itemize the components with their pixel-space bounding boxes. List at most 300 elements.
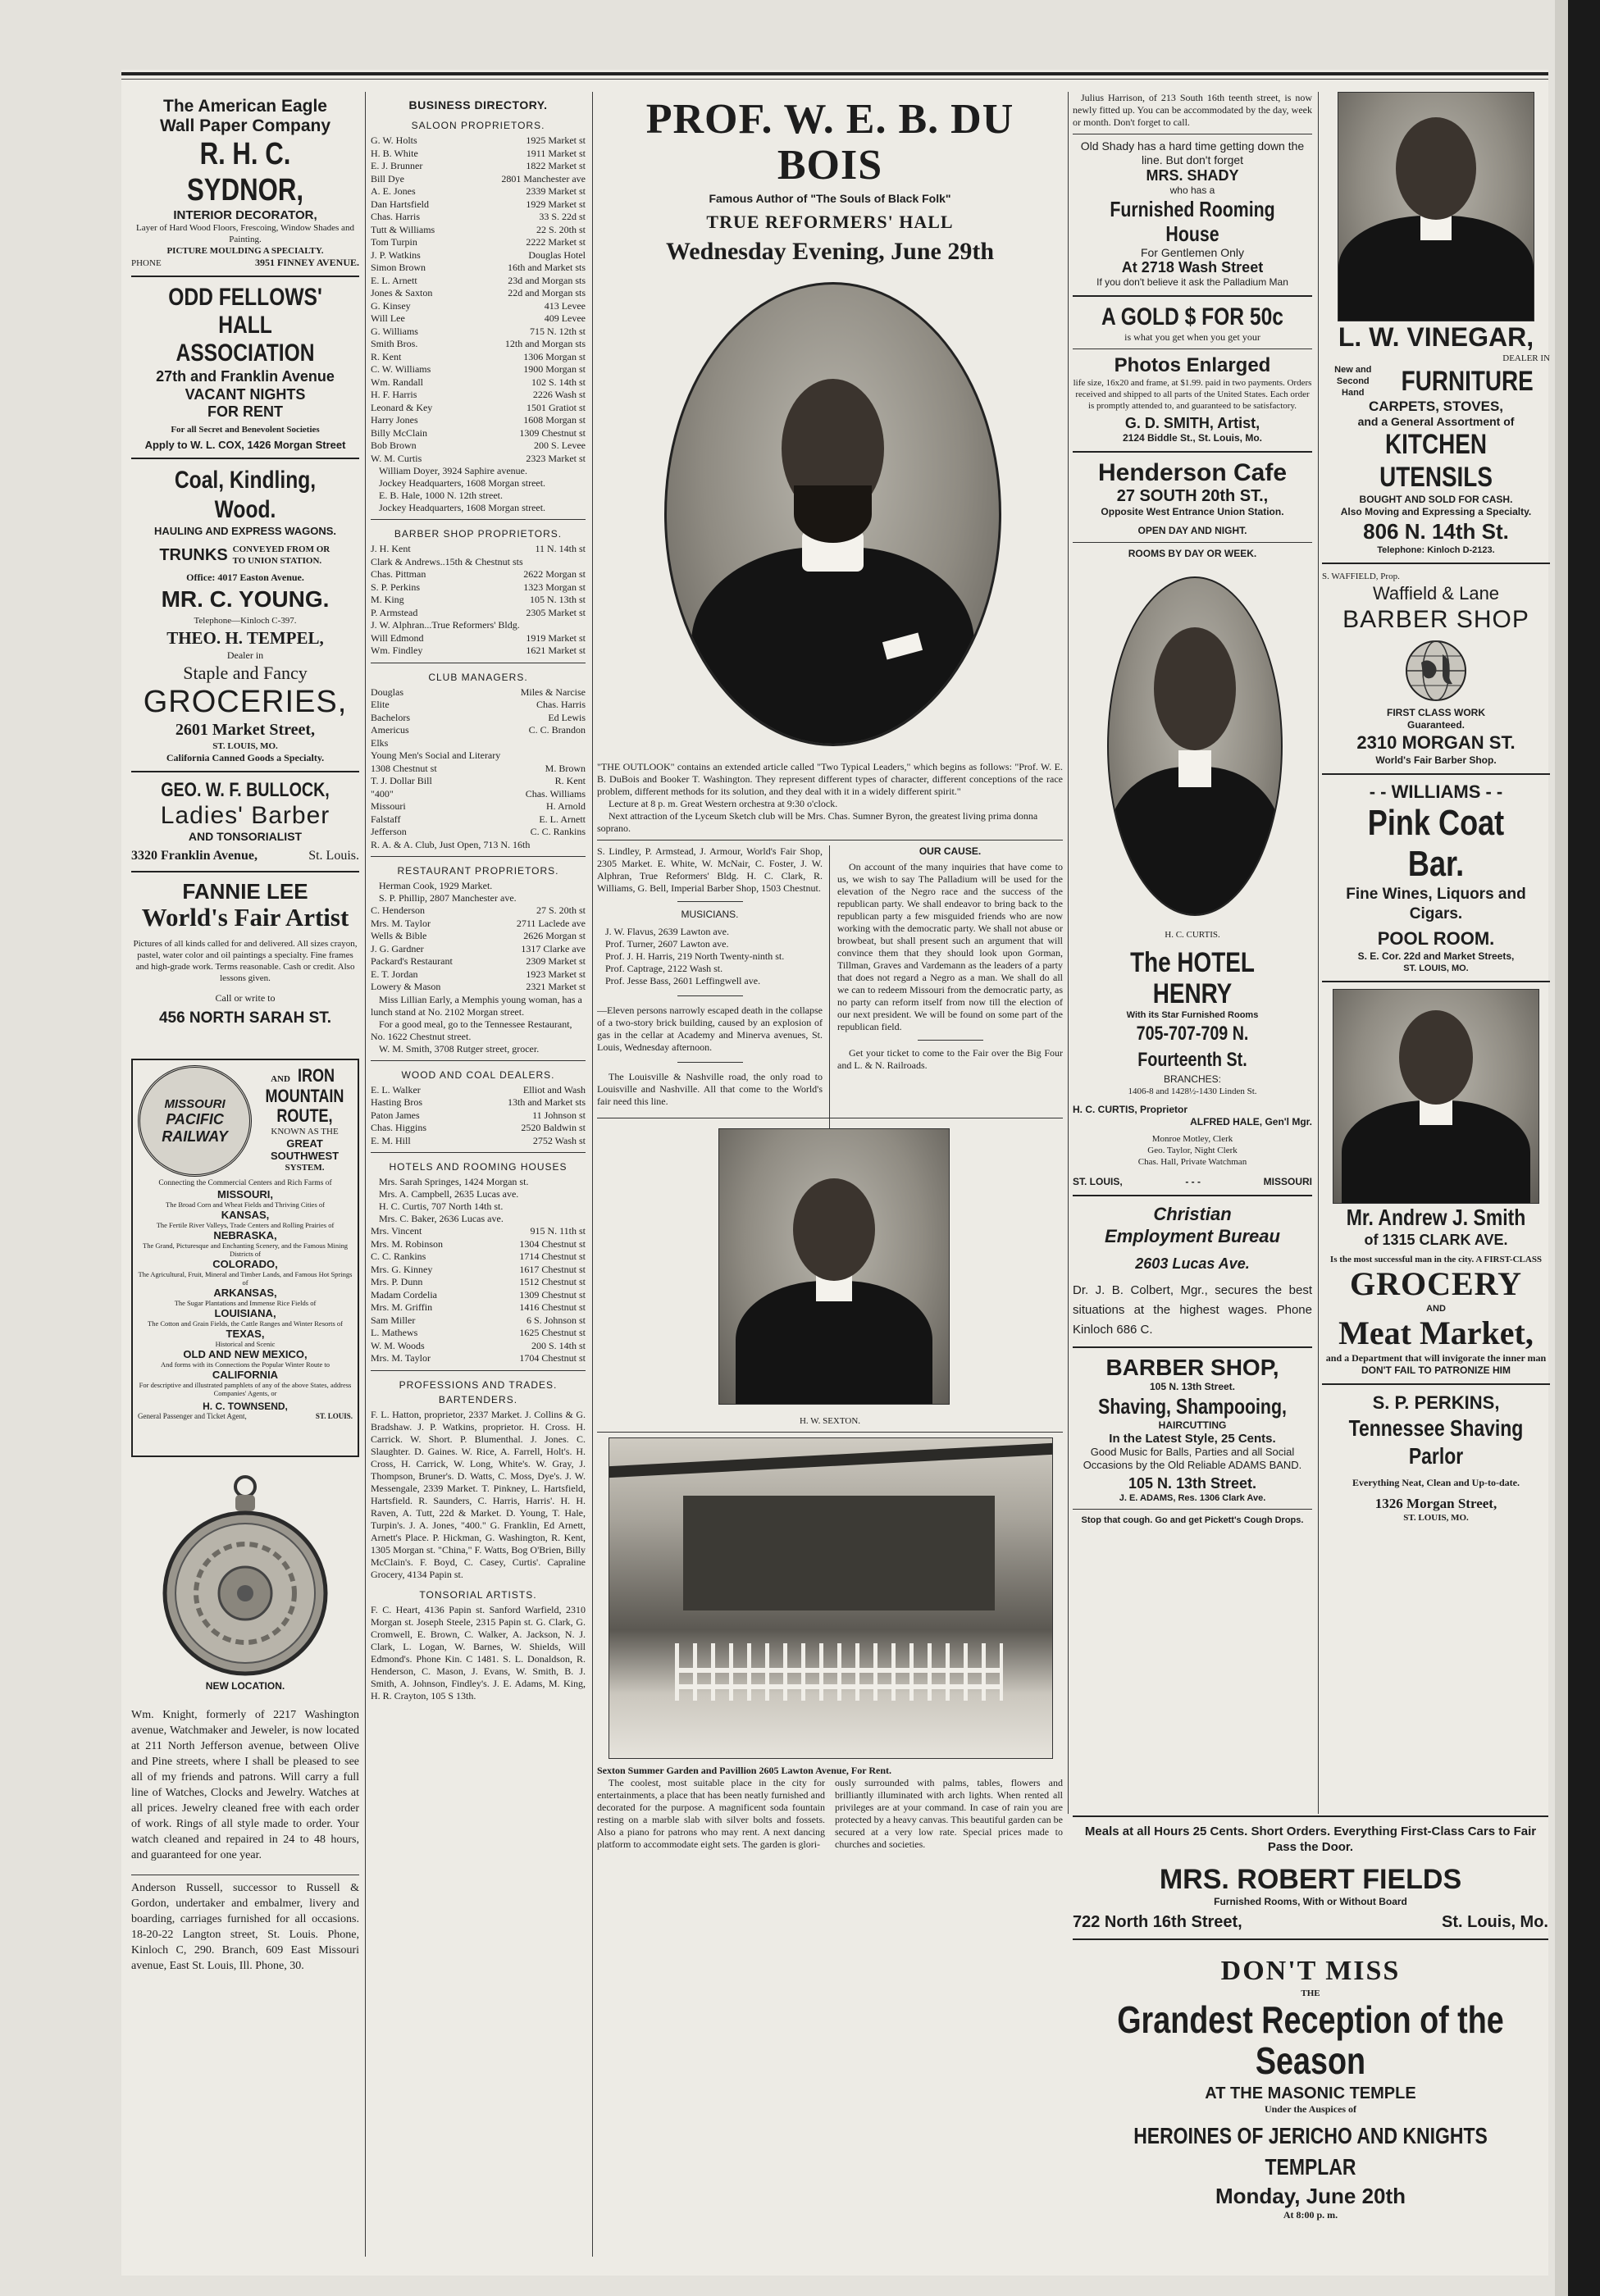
vinegar-carpets: CARPETS, STOVES, — [1368, 399, 1504, 414]
hotels-entry: C. C. Rankins 1714 Chestnut st — [371, 1250, 586, 1262]
fields-rooms: Furnished Rooms, With or Without Board — [1214, 1896, 1407, 1907]
barber-shop-music: Good Music for Balls, Parties and all Social Occasions by the Old Reliable ADAMS BAND. — [1083, 1446, 1302, 1471]
railway-iron: IRON — [297, 1065, 335, 1086]
hall-line: TRUE REFORMERS' HALL — [706, 212, 954, 232]
dubois-portrait — [664, 282, 1001, 746]
date-line: Wednesday Evening, June 29th — [665, 238, 995, 265]
saloon-extra-entry: Jockey Headquarters, 1608 Morgan street. — [379, 502, 546, 513]
barber-shop-services: Shaving, Shampooing, — [1098, 1394, 1287, 1419]
waffield-shop: BARBER SHOP — [1342, 606, 1529, 633]
coal-ad — [131, 466, 359, 615]
club-entry: Americus C. C. Brandon — [371, 724, 586, 736]
saloon-entry: Jones & Saxton 22d and Morgan sts — [371, 287, 586, 298]
grandest-reception: Grandest Reception of the Season — [1117, 1998, 1504, 2082]
tempel-ad — [131, 615, 359, 764]
coal-name: MR. C. YOUNG. — [161, 586, 330, 612]
sydnor-ad — [131, 136, 359, 269]
barber-shop-res: J. E. ADAMS, Res. 1306 Clark Ave. — [1119, 1493, 1266, 1503]
pink-pool-city: ST. LOUIS, MO. — [1403, 963, 1469, 973]
directory-title: BUSINESS DIRECTORY. — [408, 98, 548, 112]
fields-addr: 722 North 16th Street, — [1073, 1913, 1242, 1931]
barbers-names: S. Lindley, P. Armstead, J. Armour, World's Fair Shop, 2305 Market. E. White, W. McNair, C. Foster, J. W. Alphran, True Reformers' Bldg. H. C. Clark, R. Williams, G. Bell, Imperial Barber Shop, 1503 Chestnut. — [597, 845, 823, 894]
cafe-hours: OPEN DAY AND NIGHT. — [1137, 525, 1247, 536]
sexton-caption: H. W. SEXTON. — [799, 1416, 861, 1426]
vinegar-addr: 806 N. 14th St. — [1363, 519, 1509, 544]
cough-drops: Stop that cough. Go and get Pickett's Cough Drops. — [1081, 1515, 1304, 1525]
fields-name: MRS. ROBERT FIELDS — [1159, 1864, 1462, 1895]
coal-line-1: Coal, Kindling, Wood. — [174, 467, 317, 523]
saloon-entry: Simon Brown 16th and Market sts — [371, 262, 586, 273]
railway-state-desc: And forms with its Connections the Popular Winter Route to — [160, 1360, 330, 1369]
saloon-entry: G. Kinsey 413 Levee — [371, 299, 586, 312]
waffield-name: Waffield & Lane — [1372, 583, 1500, 604]
barber-entry: M. King 105 N. 13th st — [371, 594, 586, 605]
restaurant-extra-entry: W. M. Smith, 3708 Rutger street, grocer. — [379, 1042, 540, 1055]
saloon-extra-entry: E. B. Hale, 1000 N. 12th street. — [379, 490, 503, 501]
headline: PROF. W. E. B. DU BOIS — [645, 97, 1014, 189]
railway-logo-1: MISSOURI — [164, 1096, 226, 1111]
smith-name: Mr. Andrew J. Smith — [1346, 1205, 1526, 1230]
oddfellows-line-7: Apply to W. L. COX, 1426 Morgan Street — [144, 439, 346, 451]
anderson-notice: Anderson Russell, successor to Russell & Gordon, undertaker and embalmer, livery and boarding, carriages furnished for all occasions. 18-20-22 Langton street, St. Louis. Phone, Kinloch C, 290. Branch, 609 East Missouri avenue, East St. Louis, Ill. Phone, 30. — [131, 1882, 359, 1972]
vinegar-tel: Telephone: Kinloch D-2123. — [1377, 545, 1495, 555]
oddfellows-ad — [131, 284, 359, 451]
smith-and: AND — [1426, 1304, 1446, 1314]
saloon-entry: J. P. Watkins Douglas Hotel — [371, 248, 586, 261]
hotels-entry: Mrs. M. Taylor 1704 Chestnut st — [371, 1352, 586, 1364]
outlook-text: "THE OUTLOOK" contains an extended article called "Two Typical Leaders," which begins as follows: "Prof. W. E. B. DuBois and Booker T. Washington. They represent different types of character, different conceptions of the race problem, different methods for its solution, and they deal with it in a widely different spirit." — [597, 761, 1063, 797]
henry-manager: ALFRED HALE, Gen'l Mgr. — [1190, 1116, 1312, 1128]
cafe-name: Henderson Cafe — [1097, 459, 1288, 486]
coal-line-2: HAULING AND EXPRESS WAGONS. — [154, 525, 336, 537]
perkins-city: ST. LOUIS, MO. — [1403, 1513, 1469, 1523]
globe-icon — [1403, 638, 1469, 704]
perkins-addr: 1326 Morgan Street, — [1374, 1496, 1497, 1511]
railway-state-name: KANSAS, — [221, 1209, 270, 1221]
railway-state-name: CALIFORNIA — [212, 1369, 279, 1381]
barber-heading: BARBER SHOP PROPRIETORS. — [394, 528, 563, 540]
club-entry: "400" Chas. Williams — [371, 787, 586, 800]
next-attraction: Next attraction of the Lyceum Sketch club will be Mrs. Chas. Sumner Byron, the greatest living prima donna soprano. — [597, 810, 1038, 834]
henry-city: ST. LOUIS, — [1073, 1176, 1123, 1187]
eagle-line-2: Wall Paper Company — [159, 116, 331, 135]
tonsorial-list: F. C. Heart, 4136 Papin st. Sanford Warfield, 2310 Morgan st. Joseph Steele, 2315 Papin st. G. Clark, G. Cromwell, E. Brown, C. Walker, A. Jackson, N. J. Clark, L. Logan, W. Barnes, W. Shields, Will Edmond's. Phone Kin. C 1481. S. L. Donaldson, R. Henderson, C. Mason, J. Evans, W. Smith, B. J. Smith, A. Johnson, Findley's. J. E. Adams, M. King, H. R. Crayton, 105 S 13th. — [371, 1603, 586, 1702]
our-cause-heading: OUR CAUSE. — [919, 845, 982, 857]
fannie-body: Pictures of all kinds called for and delivered. All sizes crayon, pastel, water color and oil paintings a specialty. Fine frames and high-grade work. Terms reasonable. Cash or credit. Also lessons given. — [133, 939, 358, 983]
henry-branches: BRANCHES: — [1163, 1073, 1221, 1085]
bartenders-list: F. L. Hatton, proprietor, 2337 Market. J. Collins & G. Bradshaw. J. P. Watkins, proprietor. H. Cross. H. Carrick. W. Short. P. Blumenthal. J. Jones. C. Slaughter. D. Gaines. W. Rice, A. Farrell, Holt's. H. Cross, H. Carrick, W. Long, White's. W. Gray, J. Thompson, Bruner's. D. Watts, C. Moss, Dye's. J. W. Messengale, 2339 Market. T. Pinkney, L. Hartsfield, Hartsfield. R. Saunders, C. Harris, Harris'. H. H. Raven, A. Tutt, 22d & Market. D. Young, T. Hale, Turpin's. J. A. Jones, "400." G. Franklin, Ed Arnett, Arnett's Place. P. Hickman, G. Washington, R. Kent, 1305 Morgan st. "China," F. Watts, Bog O'Brien, Billy McClain's. F. Boyd, C. Casey, Curtis'. Capraline Grocery, 4134 Papin st. — [371, 1408, 586, 1580]
smith-face — [1399, 1010, 1473, 1105]
musician-entry: Prof. Captrage, 2122 Wash st. — [605, 963, 723, 974]
wood-entry: E. M. Hill 2752 Wash st — [371, 1134, 586, 1146]
top-rule-thin — [121, 79, 1548, 80]
oddfellows-line-6: For all Secret and Benevolent Societies — [171, 425, 320, 435]
railway-state-desc: The Fertile River Valleys, Trade Centers and Rolling Prairies of — [156, 1221, 335, 1229]
club-heading: CLUB MANAGERS. — [428, 671, 528, 683]
page-edge-shadow — [1555, 0, 1568, 2296]
shady-line-5: At 2718 Wash Street — [1121, 259, 1264, 276]
watch-caption: NEW LOCATION. — [205, 1680, 285, 1692]
vinegar-dealer: DEALER IN — [1502, 353, 1550, 363]
barber-entry: Wm. Findley 1621 Market st — [371, 645, 586, 656]
curtis-collar — [1178, 750, 1211, 787]
bullock-ad — [131, 779, 359, 864]
garden-text-right: ously surrounded with palms, tables, flowers and brilliantly illuminated with arch lights. When rented all privileges are at your command. In case of rain you are protected by a heavy canvas. This beautiful garden can be secured at a very low rate. Special prices made to churches and societies. — [835, 1777, 1063, 1850]
railway-ad — [131, 1059, 359, 1457]
curtis-portrait — [1107, 576, 1283, 916]
railway-agent-city: ST. LOUIS. — [315, 1412, 353, 1420]
professions-heading: PROFESSIONS AND TRADES. — [399, 1378, 558, 1391]
waffield-addr: 2310 MORGAN ST. — [1356, 732, 1516, 753]
cafe-rooms: ROOMS BY DAY OR WEEK. — [1128, 548, 1257, 559]
railway-route: ROUTE, — [276, 1105, 333, 1126]
railway-state-desc: For descriptive and illustrated pamphlets of any of the above States, address Companies' Agents, or — [139, 1381, 352, 1397]
saloon-entry: Wm. Randall 102 S. 14th st — [371, 376, 586, 388]
saloon-entry: H. F. Harris 2226 Wash st — [371, 389, 586, 400]
railway-logo-3: RAILWAY — [162, 1128, 228, 1145]
smith-patronize: DON'T FAIL TO PATRONIZE HIM — [1361, 1364, 1511, 1376]
railroad-notice: The Louisville & Nashville road, the only road to Louisville and Nashville. All that come to the World's fair need this line. — [597, 1071, 823, 1107]
tempel-groceries: GROCERIES, — [143, 685, 348, 719]
wood-entry: Paton James 11 Johnson st — [371, 1109, 586, 1121]
hotels-intro — [371, 1176, 586, 1225]
shady-ad — [1073, 139, 1312, 289]
curtis-caption: H. C. CURTIS. — [1165, 930, 1220, 940]
saloon-entry: A. E. Jones 2339 Market st — [371, 185, 586, 197]
railway-states — [138, 1188, 353, 1397]
railway-state-desc: Historical and Scenic — [215, 1340, 276, 1348]
barber-entry: J. H. Kent 11 N. 14th st — [371, 543, 586, 554]
hotels-intro-entry: Mrs. Sarah Springes, 1424 Morgan st. — [379, 1176, 529, 1187]
restaurant-entry: Packard's Restaurant 2309 Market st — [371, 955, 586, 967]
employment-body: Dr. J. B. Colbert, Mgr., secures the best situations at the highest wages. Phone Kinloch 686 C. — [1073, 1283, 1312, 1337]
pink-pool-addr: S. E. Cor. 22d and Market Streets, — [1357, 950, 1515, 962]
restaurant-heading: RESTAURANT PROPRIETORS. — [397, 865, 559, 877]
curtis-face — [1154, 627, 1236, 750]
restaurant-entry: E. T. Jordan 1923 Market st — [371, 968, 586, 980]
employment-ad — [1073, 1203, 1312, 1340]
garden-photo — [609, 1437, 1053, 1759]
railway-state-desc: The Agricultural, Fruit, Mineral and Timber Lands, and Famous Hot Springs of — [138, 1270, 353, 1287]
perkins-name: S. P. PERKINS, — [1372, 1392, 1500, 1413]
bartenders-heading: BARTENDERS. — [438, 1393, 518, 1405]
waffield-ad — [1322, 571, 1550, 767]
railway-state-name: LOUISIANA, — [214, 1307, 276, 1319]
railway-great: GREAT — [286, 1137, 323, 1150]
railway-agent: H. C. TOWNSEND, — [203, 1401, 288, 1412]
top-rule — [121, 72, 1548, 75]
center-subcol-left — [597, 845, 823, 1108]
saloon-entry: H. B. White 1911 Market st — [371, 147, 586, 159]
barber-entry: S. P. Perkins 1323 Morgan st — [371, 581, 586, 593]
curtis-portrait-area — [1073, 576, 1312, 929]
barber-shop-haircutting: HAIRCUTTING — [1158, 1419, 1227, 1431]
musician-entry: J. W. Flavus, 2639 Lawton ave. — [605, 926, 729, 937]
saloon-entry: E. L. Arnett 23d and Morgan sts — [371, 274, 586, 286]
henry-line-2: With its Star Furnished Rooms — [1126, 1010, 1259, 1020]
saloon-entry: Smith Bros. 12th and Morgan sts — [371, 338, 586, 349]
hotels-intro-entry: Mrs. A. Campbell, 2635 Lucas ave. — [379, 1188, 519, 1200]
barber-shop-addr: 105 N. 13th Street. — [1149, 1381, 1236, 1392]
smith-addr: 2124 Biddle St., St. Louis, Mo. — [1122, 432, 1263, 444]
musicians-heading: MUSICIANS. — [681, 909, 739, 920]
fannie-call: Call or write to — [215, 992, 276, 1004]
restaurant-list — [371, 904, 586, 994]
railway-state-name: TEXAS, — [226, 1328, 265, 1340]
tempel-spec: California Canned Goods a Specialty. — [166, 752, 325, 763]
employment-addr: 2603 Lucas Ave. — [1135, 1255, 1250, 1272]
cafe-ad — [1073, 459, 1312, 560]
railway-state-name: COLORADO, — [212, 1258, 278, 1270]
restaurant-intro — [371, 880, 586, 904]
wood-entry: Hasting Bros 13th and Market sts — [371, 1096, 586, 1108]
saloon-entry: Harry Jones 1608 Morgan st — [371, 414, 586, 426]
sydnor-name: R. H. C. SYDNOR, — [187, 137, 303, 207]
tempel-name: THEO. H. TEMPEL, — [166, 628, 324, 648]
vinegar-moving: Also Moving and Expressing a Specialty. — [1340, 506, 1532, 517]
vinegar-portrait — [1338, 92, 1534, 321]
club-entry: Douglas Miles & Narcise — [371, 686, 586, 698]
club-entry: Falstaff E. L. Arnett — [371, 813, 586, 825]
barber-shop-addr-2: 105 N. 13th Street. — [1128, 1475, 1257, 1492]
sydnor-title: INTERIOR DECORATOR, — [173, 208, 317, 222]
waffield-prop: S. WAFFIELD, Prop. — [1322, 572, 1400, 581]
saloon-entry: Billy McClain 1309 Chestnut st — [371, 426, 586, 439]
restaurant-entry: Wells & Bible 2626 Morgan st — [371, 930, 586, 941]
smith-meat-market: Meat Market, — [1338, 1314, 1534, 1351]
restaurant-extra — [371, 994, 586, 1055]
perkins-parlor: Tennessee Shaving Parlor — [1348, 1415, 1524, 1469]
dubois-suit — [691, 547, 974, 746]
dont-miss: DON'T MISS — [1220, 1956, 1401, 1986]
wood-entry: E. L. Walker Elliot and Wash — [371, 1083, 586, 1096]
bullock-city: St. Louis. — [308, 849, 359, 863]
harrison-notice: Julius Harrison, of 213 South 16th teenth street, is now newly fitted up. You can be accommodated by the day, week or month. Don't forget to call. — [1073, 92, 1312, 128]
column-rule-3 — [1068, 92, 1069, 1814]
vinegar-new-second: New and Second Hand — [1334, 365, 1372, 398]
oddfellows-line-2: ASSOCIATION — [175, 339, 315, 367]
column-ads-left — [131, 97, 359, 2270]
smith-grocery-ad — [1322, 1204, 1550, 1377]
pink-coat-bar: Pink Coat Bar. — [1367, 803, 1505, 884]
henry-proprietor: H. C. CURTIS, Proprietor — [1073, 1104, 1188, 1115]
vinegar-assort: and a General Assortment of — [1357, 415, 1515, 428]
club-entry: Missouri H. Arnold — [371, 800, 586, 812]
dubois-beard — [794, 485, 872, 543]
club-entry: Elks — [371, 736, 389, 749]
page-edge-dark — [1568, 0, 1600, 2296]
smith-portrait — [1333, 989, 1539, 1204]
vinegar-ad — [1322, 321, 1550, 556]
railway-connecting: Connecting the Commercial Centers and Rich Farms of — [158, 1179, 332, 1187]
garden-caption: Sexton Summer Garden and Pavillion 2605 Lawton Avenue, For Rent. — [597, 1765, 892, 1776]
center-subcol-right — [831, 845, 1063, 1108]
column-rule-4 — [1318, 92, 1319, 1814]
dont-miss-the: THE — [1301, 1988, 1320, 1998]
club-entry: Jefferson C. C. Rankins — [371, 826, 586, 837]
watch-body: Wm. Knight, formerly of 2217 Washington avenue, Watchmaker and Jeweler, is now located at 211 North Jefferson avenue, between Olive and Pine streets, where I shall be pleased to see all of my friends and patrons. Will carry a full line of Watches, Clocks and Jewelry. Watches at all prices. Jewelry cleaned free with each order of work. Rings of all style made to order. Your watch cleaned and repaired in 24 to 48 hours, and guaranteed for one year. — [131, 1709, 359, 1861]
perkins-neat: Everything Neat, Clean and Up-to-date. — [1352, 1477, 1520, 1488]
hotels-entry: Mrs. G. Kinney 1617 Chestnut st — [371, 1263, 586, 1275]
barber-shop-price: In the Latest Style, 25 Cents. — [1109, 1432, 1276, 1446]
reception-date: Monday, June 20th — [1215, 2184, 1406, 2208]
saloon-entry: G. W. Holts 1925 Market st — [371, 134, 586, 146]
hotels-entry: L. Mathews 1625 Chestnut st — [371, 1327, 586, 1338]
railway-state-desc: The Broad Corn and Wheat Fields and Thriving Cities of — [166, 1200, 325, 1209]
restaurant-intro-entry: S. P. Phillip, 2807 Manchester ave. — [379, 892, 517, 904]
hotels-entry: W. M. Woods 200 S. 14th st — [371, 1339, 586, 1351]
eagle-ad — [131, 97, 359, 136]
henry-line-3: 705-707-709 N. Fourteenth St. — [1136, 1023, 1249, 1071]
bottom-ads — [1073, 1815, 1548, 2275]
center-subcolumns — [597, 845, 1063, 1108]
club-entry: Bachelors Ed Lewis — [371, 711, 586, 723]
saloon-entry: Bill Dye 2801 Manchester ave — [371, 172, 586, 184]
railway-state-name: ARKANSAS, — [213, 1287, 277, 1299]
club-entry: T. J. Dollar Bill R. Kent — [371, 775, 586, 786]
saloon-entry: E. J. Brunner 1822 Market st — [371, 160, 586, 171]
saloon-entry: C. W. Williams 1900 Morgan st — [371, 363, 586, 375]
garden-text — [597, 1777, 1063, 1851]
column-ads-4 — [1073, 92, 1312, 1814]
gold-headline: A GOLD $ FOR 50c — [1101, 303, 1283, 330]
railway-logo-2: PACIFIC — [166, 1110, 224, 1128]
saloon-entry: Tom Turpin 2222 Market st — [371, 236, 586, 248]
smith-grocery: GROCERY — [1349, 1265, 1523, 1302]
tempel-dealer: Dealer in — [226, 649, 264, 661]
saloon-entry: Leonard & Key 1501 Gratiot st — [371, 401, 586, 413]
fannie-name: FANNIE LEE — [182, 879, 308, 904]
barber-entry: Chas. Pittman 2622 Morgan st — [371, 568, 586, 580]
hotels-entry: Madam Cordelia 1309 Chestnut st — [371, 1288, 586, 1301]
employment-line-2: Employment Bureau — [1105, 1226, 1280, 1246]
railway-state-desc: The Cotton and Grain Fields, the Cattle Ranges and Winter Resorts of — [148, 1319, 343, 1328]
saloon-list — [371, 134, 586, 465]
railway-state-desc: The Sugar Plantations and Immense Rice Fields of — [174, 1299, 317, 1307]
saloon-heading: SALOON PROPRIETORS. — [411, 120, 545, 131]
railway-known: KNOWN AS THE — [271, 1127, 339, 1137]
sexton-photo-area — [597, 1123, 1063, 1410]
photos-body: life size, 16x20 and frame, at $1.99. paid in two payments. Orders received and shipped to all parts of the United States. Each order is promptly attended to, and guaranteed to be satisfactory. — [1073, 378, 1312, 411]
column-rule-1 — [365, 92, 366, 2257]
lecture-text: Lecture at 8 p. m. Great Western orchestra at 9:30 o'clock. — [609, 798, 838, 809]
curtis-suit — [1109, 767, 1281, 916]
henry-night-clerk: Geo. Taylor, Night Clerk — [1147, 1146, 1238, 1155]
restaurant-entry: J. G. Gardner 1317 Clarke ave — [371, 942, 586, 954]
club-entry: Young Men's Social and Literary — [371, 749, 501, 761]
saloon-entry: Chas. Harris 33 S. 22d st — [371, 211, 586, 222]
vinegar-name: L. W. VINEGAR, — [1338, 322, 1534, 352]
saloon-extra-entry: William Doyer, 3924 Saphire avenue. — [379, 465, 527, 476]
shady-line-4: For Gentlemen Only — [1140, 246, 1245, 259]
henry-watchman: Chas. Hall, Private Watchman — [1137, 1157, 1247, 1167]
hotels-entry: Mrs. M. Griffin 1416 Chestnut st — [371, 1301, 586, 1313]
henry-clerk: Monroe Motley, Clerk — [1151, 1134, 1233, 1144]
vinegar-bought: BOUGHT AND SOLD FOR CASH. — [1359, 494, 1513, 505]
heroines-knights: HEROINES OF JERICHO AND KNIGHTS TEMPLAR — [1133, 2123, 1488, 2180]
barber-entry: J. W. Alphran...True Reformers' Bldg. — [371, 619, 520, 631]
hotels-entry: Mrs. P. Dunn 1512 Chestnut st — [371, 1276, 586, 1287]
tonsorial-heading: TONSORIAL ARTISTS. — [419, 1588, 537, 1601]
barber-entry: Will Edmond 1919 Market st — [371, 631, 586, 644]
hotels-intro-entry: Mrs. C. Baker, 2636 Lucas ave. — [379, 1213, 504, 1224]
tempel-tel: Telephone—Kinloch C-397. — [194, 616, 297, 626]
photos-headline: Photos Enlarged — [1114, 354, 1271, 376]
restaurant-intro-entry: Herman Cook, 1929 Market. — [379, 880, 493, 891]
collapse-news: —Eleven persons narrowly escaped death in the collapse of a two-story brick building, caused by an explosion of gas in the cellar at Academy and Minerva avenues, St. Louis, Wednesday afternoon. — [597, 1004, 823, 1053]
pocket-watch-icon — [131, 1472, 359, 1677]
smith-artist: G. D. SMITH, Artist, — [1124, 415, 1260, 431]
sydnor-desc: Layer of Hard Wood Floors, Frescoing, Window Shades and Painting. — [136, 223, 354, 244]
vinegar-furniture: FURNITURE — [1401, 365, 1534, 397]
restaurant-entry: C. Henderson 27 S. 20th st — [371, 904, 586, 916]
railway-state-name: OLD AND NEW MEXICO, — [183, 1348, 308, 1360]
smith-department: and a Department that will invigorate the inner man — [1325, 1352, 1547, 1364]
saloon-entry: Dan Hartsfield 1929 Market st — [371, 198, 586, 210]
smith-addr: of 1315 CLARK AVE. — [1364, 1232, 1508, 1248]
oddfellows-line-3: 27th and Franklin Avenue — [156, 368, 335, 385]
pink-pool-room: POOL ROOM. — [1377, 928, 1495, 949]
shady-line-6: If you don't believe it ask the Palladium Man — [1096, 276, 1288, 288]
saloon-entry: Will Lee 409 Levee — [371, 312, 586, 324]
gold-line-2: is what you get when you get your — [1124, 331, 1260, 343]
tempel-staple: Staple and Fancy — [183, 663, 308, 683]
railway-system: SYSTEM. — [285, 1163, 325, 1173]
barber-shop-name: BARBER SHOP, — [1105, 1355, 1279, 1380]
club-list — [371, 686, 586, 852]
garden-text-left: The coolest, most suitable place in the city for entertainments, a place that has been neatly furnished and decorated for the purpose. A magnificent soda fountain resting on a marble slab with silver bolts and fossets. Also a piano for patrons who may rent. A next dancing platform to accommodate eight sets. The garden is glori- — [597, 1777, 825, 1850]
masonic-temple: AT THE MASONIC TEMPLE — [1205, 2084, 1416, 2102]
railway-mountain: MOUNTAIN — [265, 1086, 344, 1106]
coal-conveyed: CONVEYED FROM OR TO UNION STATION. — [232, 544, 330, 566]
column-center — [597, 97, 1063, 2270]
smith-successful: Is the most successful man in the city. A FIRST-CLASS — [1329, 1255, 1543, 1264]
musician-entry: Prof. Jesse Bass, 2601 Leffingwell ave. — [605, 975, 761, 986]
auspices: Under the Auspices of — [1264, 2103, 1357, 2115]
musicians-list — [597, 926, 823, 987]
vinegar-face — [1396, 117, 1476, 220]
bullock-addr: 3320 Franklin Avenue, — [131, 849, 258, 863]
saloon-entry: R. Kent 1306 Morgan st — [371, 350, 586, 362]
column-ads-5 — [1322, 92, 1550, 1814]
author-line: Famous Author of "The Souls of Black Folk" — [709, 192, 951, 205]
sexton-photo — [718, 1128, 950, 1405]
railway-state-name: MISSOURI, — [217, 1188, 273, 1200]
employment-line-1: Christian — [1153, 1204, 1232, 1224]
sydnor-addr: 3951 FINNEY AVENUE. — [254, 257, 359, 268]
shady-line-3: Furnished Rooming House — [1110, 197, 1275, 246]
hotels-entry: Mrs. Vincent 915 N. 11th st — [371, 1225, 586, 1237]
railway-agent-title: General Passenger and Ticket Agent, — [138, 1412, 247, 1420]
saloon-extra-entry: Jockey Headquarters, 1608 Morgan street. — [379, 477, 546, 489]
wood-entry: Chas. Higgins 2520 Baldwin st — [371, 1122, 586, 1133]
dubois-portrait-area — [597, 266, 1063, 758]
sydnor-phone: PHONE — [131, 258, 162, 268]
cafe-opposite: Opposite West Entrance Union Station. — [1101, 506, 1284, 517]
fields-city: St. Louis, Mo. — [1442, 1913, 1548, 1931]
sydnor-moulding: PICTURE MOULDING A SPECIALTY. — [166, 246, 324, 256]
cafe-addr: 27 SOUTH 20th ST., — [1116, 487, 1269, 505]
oddfellows-line-5: FOR RENT — [207, 403, 283, 420]
fannie-addr: 456 NORTH SARAH ST. — [158, 1009, 332, 1027]
wood-heading: WOOD AND COAL DEALERS. — [401, 1068, 555, 1081]
shady-line-2: who has a — [1169, 184, 1215, 196]
railway-logo — [138, 1065, 252, 1177]
wood-list — [371, 1084, 586, 1148]
musician-entry: Prof. J. H. Harris, 219 North Twenty-ninth st. — [605, 950, 785, 962]
hotels-heading: HOTELS AND ROOMING HOUSES — [389, 1161, 568, 1173]
railway-southwest: SOUTHWEST — [271, 1150, 340, 1162]
